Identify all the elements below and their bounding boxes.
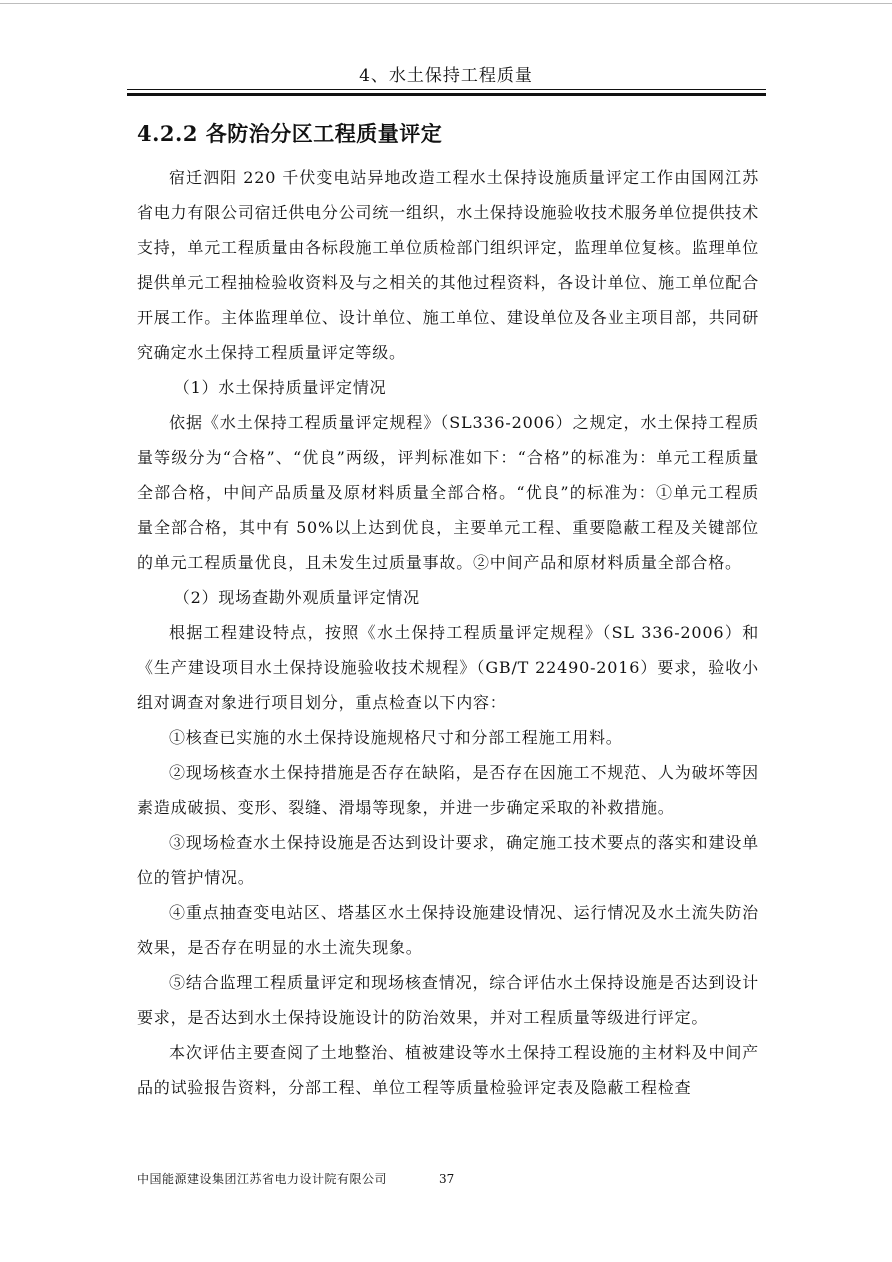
paragraph-standards: 依据《水土保持工程质量评定规程》（SL336-2006）之规定，水土保持工程质量等级分为“合格”、“优良”两级，评判标准如下：“合格”的标准为：单元工程质量全部合格，中间产品质量及原材料质量全部合格。“优良”的标准为：①单元工程质量全部合格，其中有 50%以上达到优良，主要单元工程、重要隐蔽工程及关键部位的单元工程质量优良，且未发生过质量事故。②中间产品和原材料质量全部合格。 (137, 413, 759, 572)
paragraph-review-materials: 本次评估主要查阅了土地整治、植被建设等水土保持工程设施的主材料及中间产品的试验报告资料，分部工程、单位工程等质量检验评定表及隐蔽工程检查 (137, 1043, 759, 1097)
subheading-quality-assessment: （1）水土保持质量评定情况 (173, 378, 387, 397)
section-heading: 4.2.2 各防治分区工程质量评定 (137, 121, 443, 146)
running-header-title: 4、水土保持工程质量 (359, 66, 533, 86)
list-item-2: ②现场核查水土保持措施是否存在缺陷，是否存在因施工不规范、人为破坏等因素造成破损、变形、裂缝、滑塌等现象，并进一步确定采取的补救措施。 (137, 763, 759, 817)
list-item-1: ①核查已实施的水土保持设施规格尺寸和分部工程施工用料。 (169, 728, 623, 747)
subheading-site-inspection: （2）现场查勘外观质量评定情况 (173, 588, 420, 607)
list-item-5: ⑤结合监理工程质量评定和现场核查情况，综合评估水土保持设施是否达到设计要求，是否达到水土保持设施设计的防治效果，并对工程质量等级进行评定。 (137, 973, 759, 1027)
header-rule-thin (127, 89, 766, 90)
list-item-3: ③现场检查水土保持设施是否达到设计要求，确定施工技术要点的落实和建设单位的管护情况。 (137, 833, 759, 887)
list-item-4: ④重点抽查变电站区、塔基区水土保持设施建设情况、运行情况及水土流失防治效果，是否存在明显的水土流失现象。 (137, 903, 759, 957)
page-number: 37 (439, 1172, 455, 1186)
paragraph-inspection-basis: 根据工程建设特点，按照《水土保持工程质量评定规程》（SL 336-2006）和《生产建设项目水土保持设施验收技术规程》（GB/T 22490-2016）要求，验收小组对调查对象进行项目划分，重点检查以下内容： (137, 623, 759, 712)
body-text (137, 160, 759, 1105)
header-rule-thick (127, 93, 766, 96)
paragraph-intro: 宿迁泗阳 220 千伏变电站异地改造工程水土保持设施质量评定工作由国网江苏省电力有限公司宿迁供电分公司统一组织，水土保持设施验收技术服务单位提供技术支持，单元工程质量由各标段施工单位质检部门组织评定，监理单位复核。监理单位提供单元工程抽检验收资料及与之相关的其他过程资料，各设计单位、施工单位配合开展工作。主体监理单位、设计单位、施工单位、建设单位及各业主项目部，共同研究确定水土保持工程质量评定等级。 (137, 168, 759, 362)
footer-organization: 中国能源建设集团江苏省电力设计院有限公司 (137, 1172, 388, 1186)
top-edge-rule (0, 3, 892, 4)
